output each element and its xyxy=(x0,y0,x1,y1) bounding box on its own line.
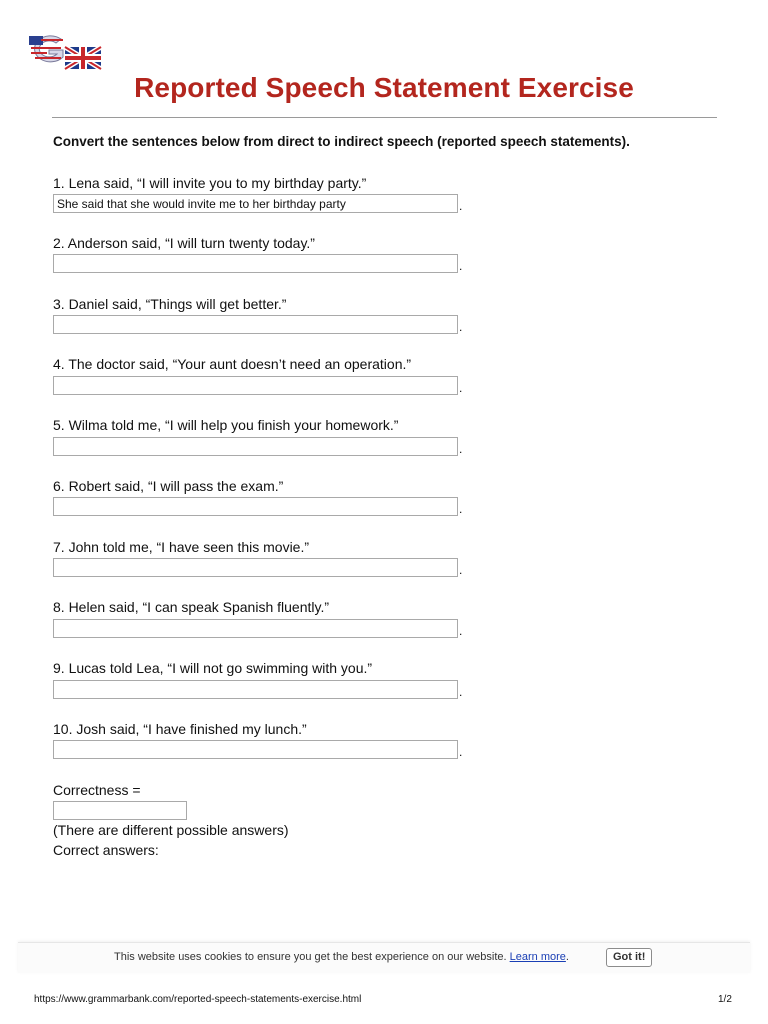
cookie-suffix: . xyxy=(565,951,569,963)
question-4-prompt: 4. The doctor said, “Your aunt doesn’t need an operation.” xyxy=(53,356,412,372)
question-2-prompt: 2. Anderson said, “I will turn twenty today.” xyxy=(53,235,315,251)
question-3-prompt: 3. Daniel said, “Things will get better.” xyxy=(53,296,287,312)
question-2-answer-row xyxy=(53,254,473,274)
grammarbank-logo[interactable] xyxy=(27,33,103,71)
correctness-field xyxy=(53,801,187,820)
answer-7-input[interactable] xyxy=(53,558,458,577)
footer-page-number: 1/2 xyxy=(718,994,732,1005)
question-7-prompt: 7. John told me, “I have seen this movie.” xyxy=(53,539,310,555)
question-10-prompt: 10. Josh said, “I have finished my lunch.” xyxy=(53,721,307,737)
question-5-prompt: 5. Wilma told me, “I will help you finish your homework.” xyxy=(53,417,399,433)
correctness-label: Correctness = xyxy=(53,782,141,798)
answer-5-period: . xyxy=(459,442,463,456)
answer-3-period: . xyxy=(459,320,463,334)
question-1-prompt: 1. Lena said, “I will invite you to my birthday party.” xyxy=(53,175,367,191)
question-7-answer-row xyxy=(53,558,473,578)
answer-5-input[interactable] xyxy=(53,437,458,456)
got-it-button[interactable]: Got it! xyxy=(606,948,652,967)
answer-3-input[interactable] xyxy=(53,315,458,334)
question-6-answer-row xyxy=(53,497,473,517)
answer-10-period: . xyxy=(459,745,463,759)
answer-10-input[interactable] xyxy=(53,740,458,759)
question-9-prompt: 9. Lucas told Lea, “I will not go swimming with you.” xyxy=(53,660,373,676)
instructions-text: Convert the sentences below from direct to indirect speech (reported speech statements). xyxy=(53,134,630,149)
page-title: Reported Speech Statement Exercise xyxy=(134,72,634,103)
answer-9-period: . xyxy=(459,685,463,699)
answer-9-input[interactable] xyxy=(53,680,458,699)
answer-6-period: . xyxy=(459,502,463,516)
answer-1-period: . xyxy=(459,199,463,213)
answer-2-period: . xyxy=(459,259,463,273)
answer-8-period: . xyxy=(459,624,463,638)
cookie-text: This website uses cookies to ensure you get the best experience on our website. xyxy=(114,951,507,963)
cookie-message xyxy=(114,951,569,963)
question-8-answer-row xyxy=(53,619,473,639)
question-10-answer-row xyxy=(53,740,473,760)
correct-answers-label: Correct answers: xyxy=(53,842,159,858)
answer-8-input[interactable] xyxy=(53,619,458,638)
question-8-prompt: 8. Helen said, “I can speak Spanish fluently.” xyxy=(53,599,330,615)
cookie-consent-bar xyxy=(18,942,750,973)
different-answers-note: (There are different possible answers) xyxy=(53,822,289,838)
answer-4-period: . xyxy=(459,381,463,395)
question-5-answer-row xyxy=(53,437,473,457)
answer-2-input[interactable] xyxy=(53,254,458,273)
question-6-prompt: 6. Robert said, “I will pass the exam.” xyxy=(53,478,284,494)
answer-4-input[interactable] xyxy=(53,376,458,395)
learn-more-link[interactable]: Learn more xyxy=(509,951,566,963)
question-1-answer-row xyxy=(53,194,473,214)
footer-url: https://www.grammarbank.com/reported-speech-statements-exercise.html xyxy=(34,994,362,1005)
answer-1-input[interactable]: She said that she would invite me to her birthday party xyxy=(53,194,458,213)
grammarbank-flag-logo-icon xyxy=(27,33,103,71)
question-9-answer-row xyxy=(53,680,473,700)
question-4-answer-row xyxy=(53,376,473,396)
answer-6-input[interactable] xyxy=(53,497,458,516)
answer-7-period: . xyxy=(459,563,463,577)
question-3-answer-row xyxy=(53,315,473,335)
title-divider xyxy=(52,117,717,118)
